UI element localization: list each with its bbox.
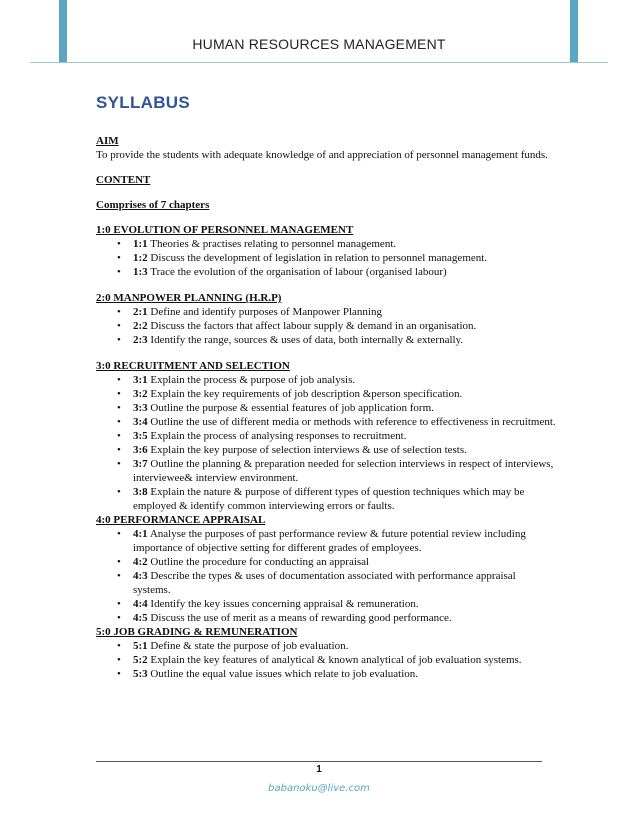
bullet-icon: •	[117, 668, 121, 680]
item-text: Outline the planning & preparation needed for selection interviews in respect of interviews, interviewee& interview environment.	[133, 458, 554, 484]
list-item	[96, 429, 556, 443]
bullet-icon: •	[117, 320, 121, 332]
list-item	[96, 401, 556, 415]
content-label: CONTENT	[96, 174, 151, 186]
item-text: Explain the process of analysing responses to recruitment.	[150, 430, 407, 442]
document-body	[96, 93, 556, 681]
bullet-icon: •	[117, 570, 121, 582]
list-item	[96, 611, 556, 625]
bullet-icon: •	[117, 238, 121, 250]
list-item	[96, 387, 556, 401]
bullet-icon: •	[117, 374, 121, 386]
item-code: 3:4	[133, 416, 148, 428]
item-code: 3:3	[133, 402, 148, 414]
bullet-icon: •	[117, 528, 121, 540]
running-header-title: HUMAN RESOURCES MANAGEMENT	[192, 36, 446, 52]
header-rule	[30, 62, 608, 63]
item-text: Outline the purpose & essential features of job application form.	[150, 402, 434, 414]
item-text: Identify the range, sources & uses of data, both internally & externally.	[150, 334, 464, 346]
list-item	[96, 373, 556, 387]
section-title: 2:0 MANPOWER PLANNING (H.R.P)	[96, 292, 282, 304]
bullet-icon: •	[117, 598, 121, 610]
item-code: 2:1	[133, 306, 148, 318]
list-item	[96, 319, 556, 333]
item-text: Explain the nature & purpose of different types of question techniques which may be employed & identify common interviewing errors or faults.	[133, 486, 525, 512]
aim-label: AIM	[96, 135, 119, 147]
bullet-icon: •	[117, 334, 121, 346]
bullet-icon: •	[117, 416, 121, 428]
list-item	[96, 555, 556, 569]
list-item	[96, 527, 556, 555]
bullet-icon: •	[117, 266, 121, 278]
item-text: Define & state the purpose of job evaluation.	[150, 640, 349, 652]
item-text: Explain the process & purpose of job analysis.	[150, 374, 356, 386]
section-title: 3:0 RECRUITMENT AND SELECTION	[96, 360, 290, 372]
bullet-icon: •	[117, 388, 121, 400]
item-code: 4:5	[133, 612, 148, 624]
item-text: Discuss the development of legislation in relation to personnel management.	[150, 252, 488, 264]
bullet-icon: •	[117, 402, 121, 414]
list-item	[96, 597, 556, 611]
bullet-icon: •	[117, 612, 121, 624]
list-item	[96, 415, 556, 429]
item-code: 4:1	[133, 528, 148, 540]
item-code: 1:2	[133, 252, 148, 264]
page-title: SYLLABUS	[96, 93, 191, 112]
item-text: Explain the key features of analytical & known analytical of job evaluation systems.	[150, 654, 522, 666]
list-item	[96, 251, 556, 265]
item-code: 5:1	[133, 640, 148, 652]
item-text: Explain the key purpose of selection interviews & use of selection tests.	[150, 444, 467, 456]
header-accent-bar-right	[570, 0, 578, 62]
list-item	[96, 639, 556, 653]
item-code: 3:6	[133, 444, 148, 456]
list-item	[96, 485, 556, 513]
bullet-icon: •	[117, 444, 121, 456]
item-code: 3:2	[133, 388, 148, 400]
bullet-icon: •	[117, 640, 121, 652]
item-code: 5:2	[133, 654, 148, 666]
footer-email: babanoku@live.com	[268, 783, 370, 794]
item-text: Theories & practises relating to personnel management.	[150, 238, 397, 250]
item-text: Discuss the use of merit as a means of rewarding good performance.	[150, 612, 452, 624]
aim-text: To provide the students with adequate knowledge of and appreciation of personnel management funds.	[96, 149, 548, 161]
list-item	[96, 305, 556, 319]
item-text: Analyse the purposes of past performance review & future potential review including importance of objective setting for different grades of employees.	[133, 528, 526, 554]
item-code: 3:7	[133, 458, 148, 470]
item-text: Define and identify purposes of Manpower Planning	[150, 306, 382, 318]
item-text: Outline the use of different media or methods with reference to effectiveness in recruitment.	[150, 416, 556, 428]
item-code: 5:3	[133, 668, 148, 680]
list-item	[96, 653, 556, 667]
item-text: Describe the types & uses of documentation associated with performance appraisal systems.	[133, 570, 516, 596]
section-title: 1:0 EVOLUTION OF PERSONNEL MANAGEMENT	[96, 224, 354, 236]
item-text: Outline the equal value issues which relate to job evaluation.	[150, 668, 419, 680]
list-item	[96, 443, 556, 457]
bullet-icon: •	[117, 654, 121, 666]
item-code: 3:1	[133, 374, 148, 386]
item-text: Identify the key issues concerning appraisal & remuneration.	[150, 598, 419, 610]
item-code: 2:2	[133, 320, 148, 332]
bullet-icon: •	[117, 306, 121, 318]
section-item-list	[96, 237, 556, 279]
item-code: 4:3	[133, 570, 148, 582]
item-code: 3:5	[133, 430, 148, 442]
item-code: 1:3	[133, 266, 148, 278]
item-text: Trace the evolution of the organisation of labour (organised labour)	[150, 266, 447, 278]
item-text: Outline the procedure for conducting an appraisal	[150, 556, 370, 568]
list-item	[96, 237, 556, 251]
list-item	[96, 265, 556, 279]
section-item-list	[96, 527, 556, 625]
item-text: Explain the key requirements of job description &person specification.	[150, 388, 463, 400]
section-title: 4:0 PERFORMANCE APPRAISAL	[96, 514, 266, 526]
footer-rule	[96, 761, 542, 762]
bullet-icon: •	[117, 486, 121, 498]
item-text: Discuss the factors that affect labour supply & demand in an organisation.	[150, 320, 477, 332]
bullet-icon: •	[117, 252, 121, 264]
section-title: 5:0 JOB GRADING & REMUNERATION	[96, 626, 298, 638]
list-item	[96, 569, 556, 597]
item-code: 1:1	[133, 238, 148, 250]
item-code: 3:8	[133, 486, 148, 498]
header-accent-bar-left	[59, 0, 67, 62]
list-item	[96, 333, 556, 347]
item-code: 2:3	[133, 334, 148, 346]
chapters-count: Comprises of 7 chapters	[96, 199, 210, 211]
item-code: 4:4	[133, 598, 148, 610]
list-item	[96, 667, 556, 681]
list-item	[96, 457, 556, 485]
section-item-list	[96, 305, 556, 347]
bullet-icon: •	[117, 556, 121, 568]
section-item-list	[96, 373, 556, 513]
bullet-icon: •	[117, 430, 121, 442]
bullet-icon: •	[117, 458, 121, 470]
section-item-list	[96, 639, 556, 681]
page-number: 1	[316, 764, 322, 775]
item-code: 4:2	[133, 556, 148, 568]
